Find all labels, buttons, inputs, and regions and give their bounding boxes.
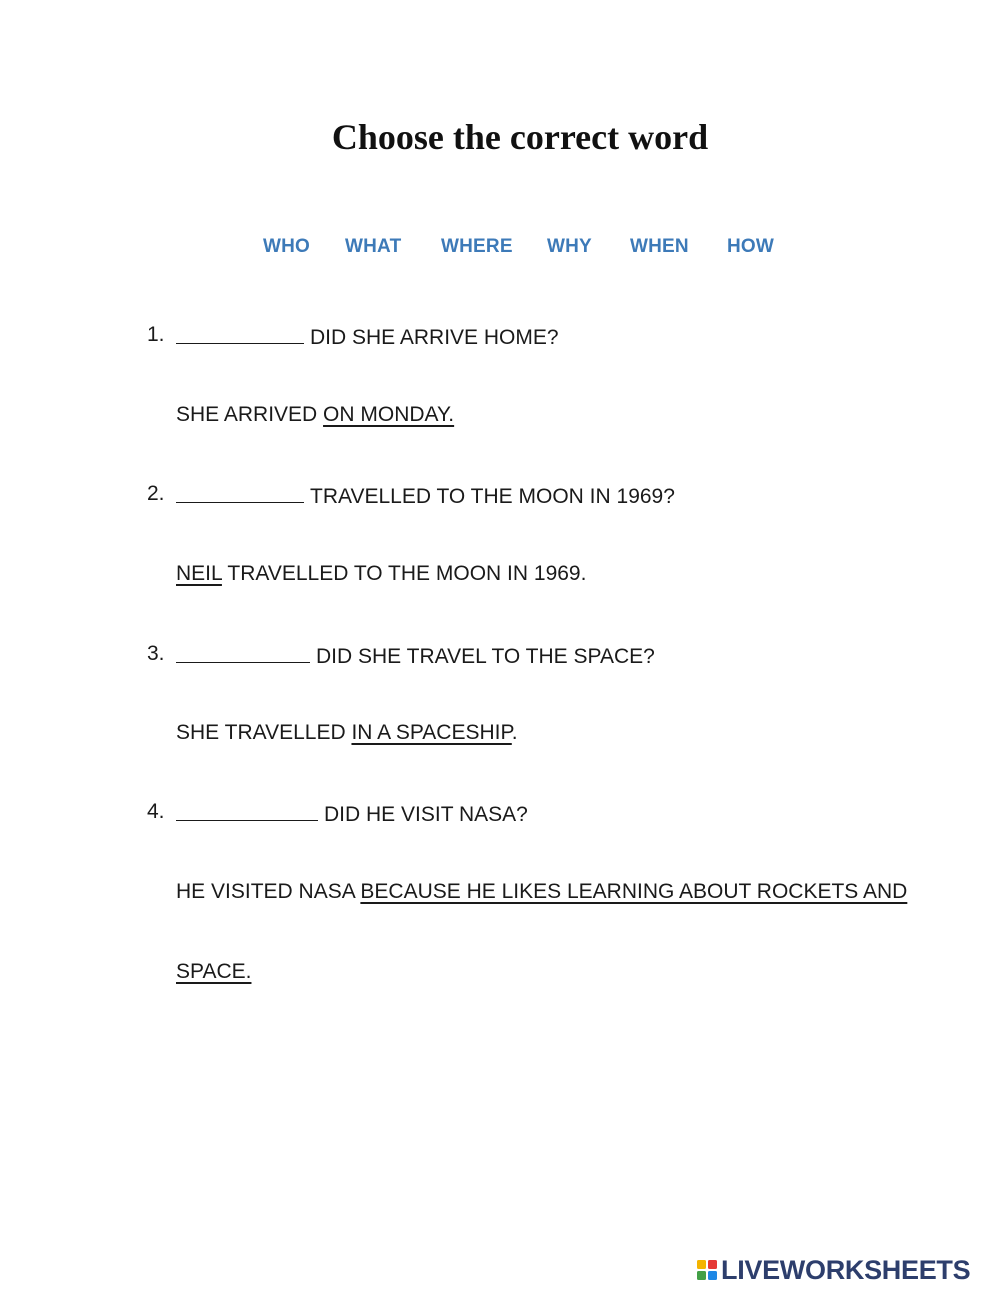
question-text: TRAVELLED TO THE MOON IN 1969? — [310, 485, 675, 508]
word-bank-what[interactable]: WHAT — [345, 236, 402, 257]
answer-text: HE VISITED NASA — [176, 880, 361, 903]
answer-underlined: BECAUSE HE LIKES LEARNING ABOUT ROCKETS AND — [360, 880, 908, 903]
question-text: DID SHE TRAVEL TO THE SPACE? — [316, 645, 655, 668]
logo-text: LIVEWORKSHEETS — [721, 1254, 971, 1285]
answer-blank-2[interactable] — [176, 482, 304, 503]
question-number: 3. — [147, 642, 165, 665]
word-bank-who[interactable]: WHO — [263, 236, 311, 257]
answer-4 — [176, 880, 907, 904]
word-bank-when[interactable]: WHEN — [630, 236, 689, 257]
word-bank-why[interactable]: WHY — [547, 236, 592, 257]
logo-block — [697, 1260, 706, 1269]
answer-underlined: IN A SPACESHIP — [351, 721, 512, 744]
question-number: 1. — [147, 323, 165, 346]
answer-underlined: ON MONDAY. — [323, 403, 455, 426]
question-number: 2. — [147, 482, 165, 505]
answer-3 — [176, 721, 518, 745]
answer-text-end: . — [511, 721, 518, 744]
answer-4-continuation — [176, 960, 251, 984]
logo-block — [697, 1271, 706, 1280]
page-title: Choose the correct word — [331, 117, 709, 157]
question-number: 4. — [147, 800, 165, 823]
word-bank — [0, 236, 1000, 260]
word-bank-where[interactable]: WHERE — [441, 236, 513, 257]
answer-blank-3[interactable] — [176, 642, 310, 663]
answer-underlined: SPACE. — [176, 960, 252, 983]
word-bank-how[interactable]: HOW — [727, 236, 775, 257]
answer-text: SHE ARRIVED — [176, 403, 324, 426]
answer-text: SHE TRAVELLED — [176, 721, 352, 744]
logo-blocks-icon — [697, 1260, 717, 1280]
logo-block — [708, 1260, 717, 1269]
answer-blank-4[interactable] — [176, 800, 318, 821]
answer-blank-1[interactable] — [176, 323, 304, 344]
answer-1 — [176, 403, 454, 427]
question-text: DID HE VISIT NASA? — [324, 803, 528, 826]
liveworksheets-logo — [697, 1256, 970, 1284]
answer-underlined: NEIL — [176, 562, 222, 585]
logo-block — [708, 1271, 717, 1280]
question-text: DID SHE ARRIVE HOME? — [310, 326, 559, 349]
answer-text: TRAVELLED TO THE MOON IN 1969. — [221, 562, 587, 585]
answer-2 — [176, 562, 586, 586]
